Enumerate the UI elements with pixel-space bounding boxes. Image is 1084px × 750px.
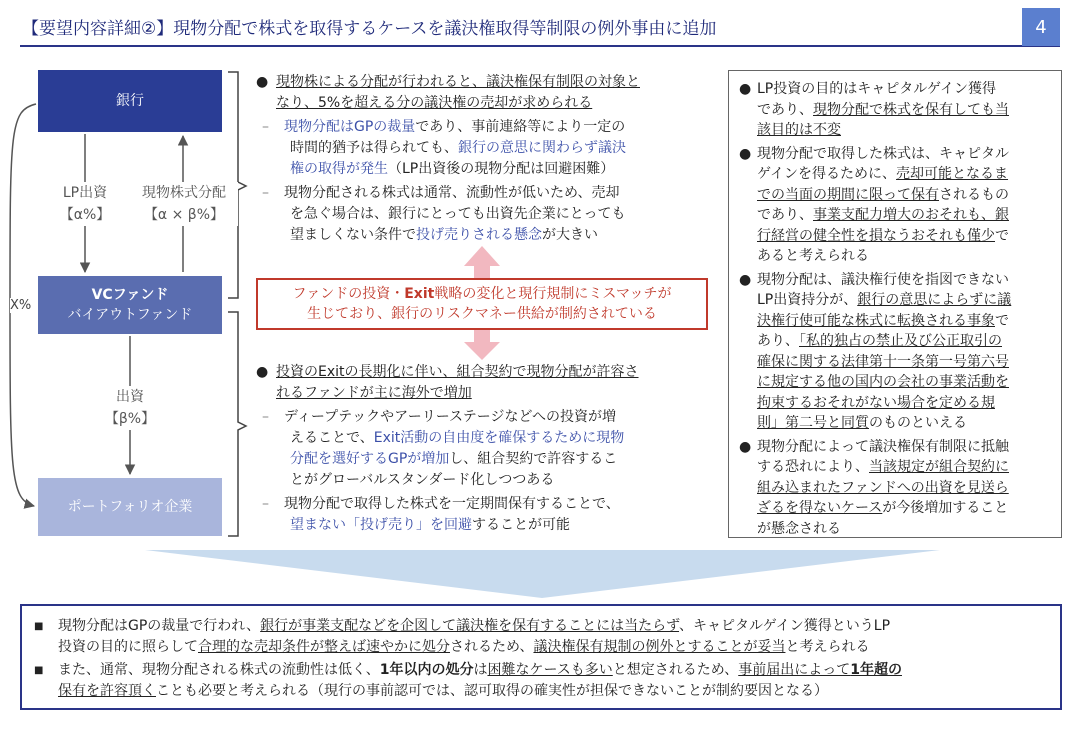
upper-dash-2: – 現物分配される株式は通常、流動性が低いため、売却: [262, 185, 620, 201]
in-kind-distribution-label: [130, 182, 238, 226]
rationale-item-2: ● 現物分配で取得した株式は、キャピタル ゲインを得るために、売却可能となるま での当面の期間に限って保有されるもの であり、事業支配力増大のおそれも、銀 行経営の健全性を損なうおそれも僅少で あると考えられる: [739, 145, 1009, 264]
page-number-badge: 4: [1022, 8, 1060, 46]
lower-text-block: ● 投資のExitの長期化に伴い、組合契約で現物分配が許容さ れるファンドが主に海外で増加 – ディープテックやアーリーステージなどへの投資が増 えることで、Exit活動の自由度を確保するために現物 分配を選好するGPが増加し、組合契約で許容するこ とがグローバルスタンダード化しつつある – 現物分配で取得した株式を一定期間保有することで、 望まない「投げ売り」を回避することが可能: [256, 362, 716, 536]
lower-brace: [228, 312, 246, 536]
buyout-fund-label: バイアウトファンド: [67, 307, 193, 323]
upper-bullet-1: ● 現物株による分配が行われると、議決権保有制限の対象と: [256, 74, 640, 90]
lp-investment-ratio: 【α%】: [59, 207, 111, 223]
conclusion-arrow: [145, 550, 940, 598]
page-title: 【要望内容詳細②】現物分配で株式を取得するケースを議決権取得等制限の例外事由に追加: [22, 19, 717, 39]
conclusion-item-1: ■ 現物分配はGPの裁量で行われ、銀行が事業支配などを企図して議決権を保有することには当たらず、キャピタルゲイン獲得というLP 投資の目的に照らして合理的な売却条件が整えば速やかに処分されるため、議決権保有規制の例外とすることが妥当と考えられる: [34, 618, 891, 655]
conclusion-item-2: ■ また、通常、現物分配される株式の流動性は低く、1年以内の処分は困難なケースも多いと想定されるため、事前届出によって1年超の 保有を許容頂くことも必要と考えられる（現行の事前認可では、認可取得の確実性が担保できないことが制約要因となる）: [34, 662, 902, 699]
fund-investment-label: [104, 386, 156, 430]
in-kind-distribution-ratio: 【α × β%】: [143, 207, 225, 223]
rationale-item-4: ● 現物分配によって議決権保有制限に抵触 する恐れにより、当該規定が組合契約に 組み込まれたファンドへの出資を見送ら ざるを得ないケースが今後増加すること が懸念される: [739, 438, 1009, 537]
bank-box: 銀行: [38, 70, 222, 132]
rationale-item-1: ● LP投資の目的はキャピタルゲイン獲得 であり、現物分配で株式を保有しても当 該目的は不変: [739, 81, 1009, 138]
rationale-box: [728, 70, 1062, 538]
lp-investment-label: [52, 182, 118, 226]
rationale-item-3: ● 現物分配は、議決権行使を指図できない LP出資持分が、銀行の意思によらずに議 決権行使可能な株式に転換される事象で あり、「私的独占の禁止及び公正取引の 確保に関する法律第十一条第一号第六号 に規定する他の国内の会社の事業活動を 拘束するおそれがない場合を定める規 則」第二号と同質のものといえる: [739, 271, 1012, 431]
portfolio-company-box: ポートフォリオ企業: [38, 478, 222, 536]
lower-dash-1: – ディープテックやアーリーステージなどへの投資が増: [262, 409, 616, 425]
lp-investment-title: LP出資: [62, 185, 108, 201]
vc-fund-label: VCファンド: [91, 287, 169, 303]
upper-dash-1: – 現物分配はGPの裁量であり、事前連絡等により一定の: [262, 119, 626, 135]
lower-dash-2: – 現物分配で取得した株式を一定期間保有することで、: [262, 496, 620, 512]
vc-fund-box: [38, 276, 222, 334]
conclusion-box: [20, 604, 1062, 710]
fund-investment-title: 出資: [116, 389, 144, 405]
mismatch-callout: ファンドの投資・Exit戦略の変化と現行規制にミスマッチが 生じており、銀行のリスクマネー供給が制約されている: [256, 278, 708, 330]
fund-investment-ratio: 【β%】: [104, 411, 156, 427]
lower-bullet-1: ● 投資のExitの長期化に伴い、組合契約で現物分配が許容さ: [256, 364, 639, 380]
x-percent-label: X%: [10, 298, 32, 313]
in-kind-distribution-title: 現物株式分配: [142, 185, 226, 201]
upper-text-block: ● 現物株による分配が行われると、議決権保有制限の対象と なり、5%を超える分の議決権の売却が求められる – 現物分配はGPの裁量であり、事前連絡等により一定の 時間的猶予は得られても、銀行の意思に関わらず議決 権の取得が発生（LP出資後の現物分配は回避困難） – 現物分配される株式は通常、流動性が低いため、売却 を急ぐ場合は、銀行にとっても出資先企業にとっても 望ましくない条件で投げ売りされる懸念が大きい: [256, 72, 716, 246]
